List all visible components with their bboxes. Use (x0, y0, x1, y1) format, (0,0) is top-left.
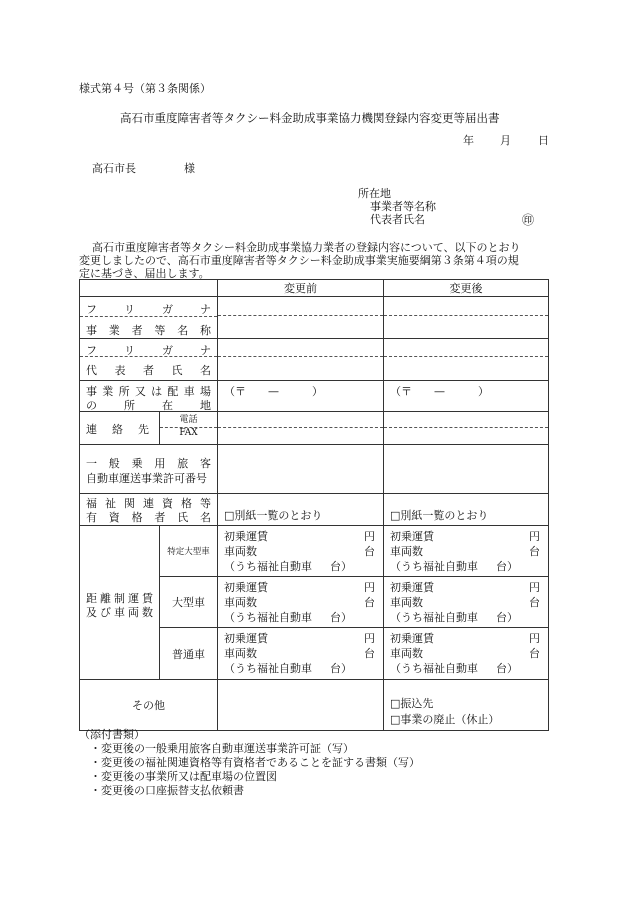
fax-after-field[interactable] (384, 427, 548, 444)
other-label: その他 (80, 680, 218, 731)
welfare-label-line-1: 福 祉 関 連 資 格 等 (86, 497, 211, 510)
representative-row-label: 代 表 者 氏 名 (86, 364, 211, 377)
fare-after-large[interactable]: 初乗運賃 円 車両数 台 （うち福祉自動車 台） (390, 580, 540, 624)
attachment-item: ・変更後の事業所又は配車場の位置図 (90, 770, 277, 783)
honorific: 様 (184, 162, 195, 175)
permit-label-line-1: 一 般 乗 用 旅 客 (86, 457, 211, 470)
postal-after-field[interactable]: （〒 — ） (390, 385, 489, 398)
phone-label: 電話 (179, 415, 198, 425)
seal-mark: ㊞ (522, 213, 535, 227)
business-name-row-label: 事 業 者 等 名 称 (86, 323, 211, 337)
other-before-field[interactable] (218, 680, 384, 731)
date-day: 日 (538, 134, 549, 147)
intro-line-2: 変更しましたので、高石市重度障害者等タクシー料金助成事業実施要綱第３条第４項の規 (79, 254, 519, 267)
date-year: 年 (463, 134, 474, 147)
business-closure-checkbox[interactable]: □事業の廃止（休止） (390, 713, 500, 726)
fare-before-standard[interactable]: 初乗運賃 円 車両数 台 （うち福祉自動車 台） (224, 632, 375, 675)
permit-label-line-2: 自動車運送事業許可番号 (86, 472, 207, 485)
contact-label: 連 絡 先 (86, 423, 149, 436)
vehicle-type-special-large: 特定大型車 (160, 526, 218, 577)
address-label: 所在地 (358, 187, 391, 200)
welfare-label-line-2: 有 資 格 者 氏 名 (86, 511, 211, 524)
attachment-item: ・変更後の福祉関連資格等有資格者であることを証する書類（写） (90, 756, 420, 769)
attachment-item: ・変更後の一般乗用旅客自動車運送事業許可証（写） (90, 742, 354, 755)
permit-after-field[interactable] (384, 445, 549, 494)
representative-before-field[interactable] (218, 356, 383, 380)
phone-before-field[interactable] (218, 412, 383, 427)
business-name-after-field[interactable] (384, 315, 548, 338)
furigana-label-1: フ リ ガ ナ (86, 302, 211, 316)
date-month: 月 (500, 134, 511, 147)
fare-before-large[interactable]: 初乗運賃 円 車両数 台 （うち福祉自動車 台） (224, 580, 375, 624)
column-header-after: 変更後 (384, 280, 549, 297)
bank-account-checkbox[interactable]: □振込先 (390, 697, 434, 710)
form-number: 様式第４号（第３条関係） (79, 82, 211, 95)
intro-line-3: 定に基づき、届出します。 (79, 267, 210, 280)
furigana-label-2: フ リ ガ ナ (86, 344, 211, 357)
fare-after-special-large[interactable]: 初乗運賃 円 車両数 台 （うち福祉自動車 台） (390, 529, 540, 573)
column-header-before: 変更前 (218, 280, 384, 297)
office-label-line-2: の 所 在 地 (86, 399, 211, 412)
postal-before-field[interactable]: （〒 — ） (224, 385, 323, 398)
representative-after-field[interactable] (384, 356, 548, 380)
addressee: 高石市長 (92, 162, 136, 175)
vehicle-type-standard: 普通車 (160, 628, 218, 680)
change-form-table (79, 279, 549, 731)
business-name-before-field[interactable] (218, 315, 383, 338)
fare-after-standard[interactable]: 初乗運賃 円 車両数 台 （うち福祉自動車 台） (390, 632, 540, 675)
distance-label-line-1: 距 離 制 運 賃 (86, 592, 153, 605)
header-blank-cell (80, 280, 218, 297)
attachments-heading: （添付書類） (79, 728, 145, 741)
document-title: 高石市重度障害者等タクシー料金助成事業協力機関登録内容変更等届出書 (120, 111, 500, 125)
vehicle-type-large: 大型車 (160, 577, 218, 628)
permit-before-field[interactable] (218, 445, 384, 494)
attachment-item: ・変更後の口座振替支払依頼書 (90, 784, 244, 797)
business-name-label: 事業者等名称 (370, 200, 436, 213)
welfare-before-checkbox[interactable]: □別紙一覧のとおり (224, 509, 323, 522)
welfare-after-checkbox[interactable]: □別紙一覧のとおり (390, 509, 489, 522)
representative-label: 代表者氏名 (370, 213, 425, 226)
intro-line-1: 高石市重度障害者等タクシー料金助成事業協力業者の登録内容について、以下のとおり (92, 241, 521, 254)
fare-before-special-large[interactable]: 初乗運賃 円 車両数 台 （うち福祉自動車 台） (224, 529, 375, 573)
distance-label-line-2: 及 び 車 両 数 (86, 606, 153, 619)
office-label-line-1: 事 業 所 又 は 配 車 場 (86, 385, 211, 398)
fax-label: FAX (160, 427, 217, 444)
fax-before-field[interactable] (218, 427, 383, 444)
phone-after-field[interactable] (384, 412, 548, 427)
